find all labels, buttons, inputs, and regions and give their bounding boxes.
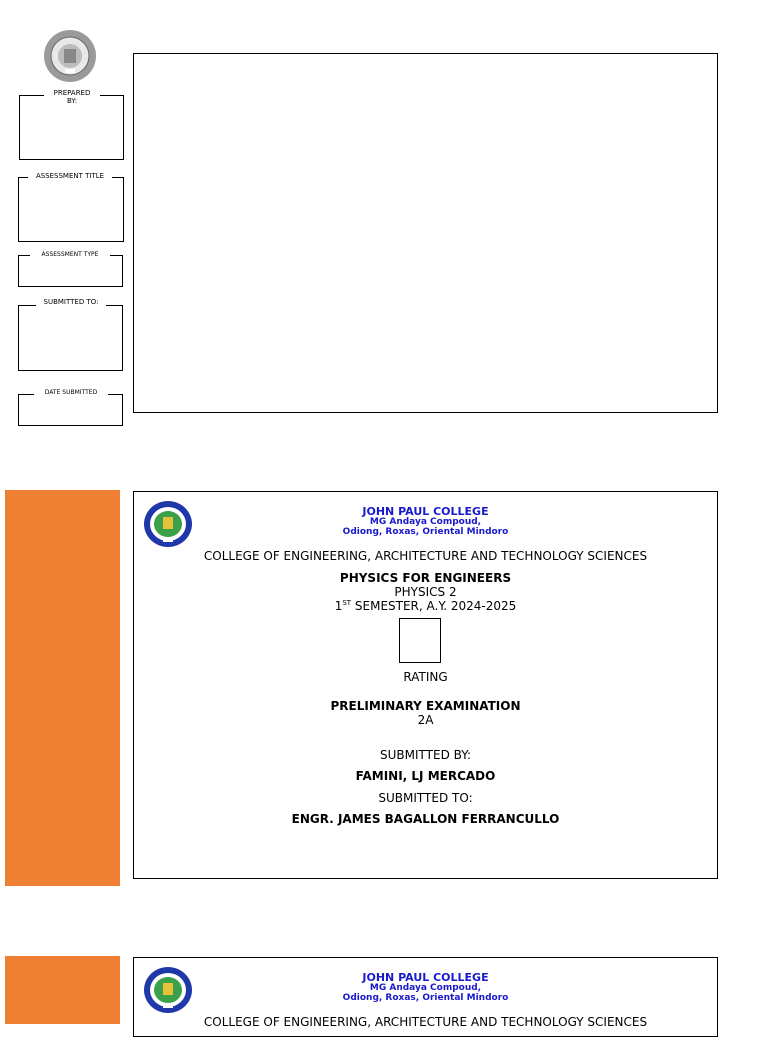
college-name: COLLEGE OF ENGINEERING, ARCHITECTURE AND TECHNOLOGY SCIENCES [203,549,648,563]
rating-label: RATING [403,670,448,684]
section-label: 2A [417,713,434,727]
prepared-by-label: PREPARED BY: [44,89,100,105]
assessment-title-box [18,177,124,242]
cover-page-frame-2 [133,957,718,1037]
cover-page-frame [133,491,718,879]
date-submitted-box [18,394,123,426]
semester-suffix: ST [342,599,352,607]
orange-side-panel [5,490,120,886]
college-name-2: COLLEGE OF ENGINEERING, ARCHITECTURE AND TECHNOLOGY SCIENCES [203,1015,648,1029]
subject-title: PHYSICS 2 [394,585,457,599]
date-submitted-label: DATE SUBMITTED [34,389,108,397]
student-name: FAMINI, LJ MERCADO [355,769,496,783]
semester-number: 1 [334,599,343,613]
exam-title: PRELIMINARY EXAMINATION [330,699,521,713]
instructor-name: ENGR. JAMES BAGALLON FERRANCULLO [291,812,560,826]
school-address-line1-2: MG Andaya Compoud, [369,983,482,993]
assessment-title-label: ASSESSMENT TITLE [28,172,112,180]
school-address-line1: MG Andaya Compoud, [369,517,482,527]
semester-text: SEMESTER, A.Y. 2024-2025 [351,599,517,613]
semester-line [134,599,717,613]
rating-box [399,618,441,663]
assessment-type-box [18,255,123,287]
school-name-2: JOHN PAUL COLLEGE [362,971,489,984]
submitted-to-label: SUBMITTED TO: [36,298,106,306]
school-address-line2: Odiong, Roxas, Oriental Mindoro [342,527,509,537]
submitted-by-label: SUBMITTED BY: [380,748,471,762]
course-title: PHYSICS FOR ENGINEERS [339,571,512,585]
orange-side-panel-2 [5,956,120,1024]
school-address-line2-2: Odiong, Roxas, Oriental Mindoro [342,993,509,1003]
content-frame [133,53,718,413]
assessment-type-label: ASSESSMENT TYPE [30,251,110,259]
submitted-to-label: SUBMITTED TO: [378,791,473,805]
school-name: JOHN PAUL COLLEGE [362,505,489,518]
submitted-to-box [18,305,123,371]
college-seal-gray [43,29,97,83]
